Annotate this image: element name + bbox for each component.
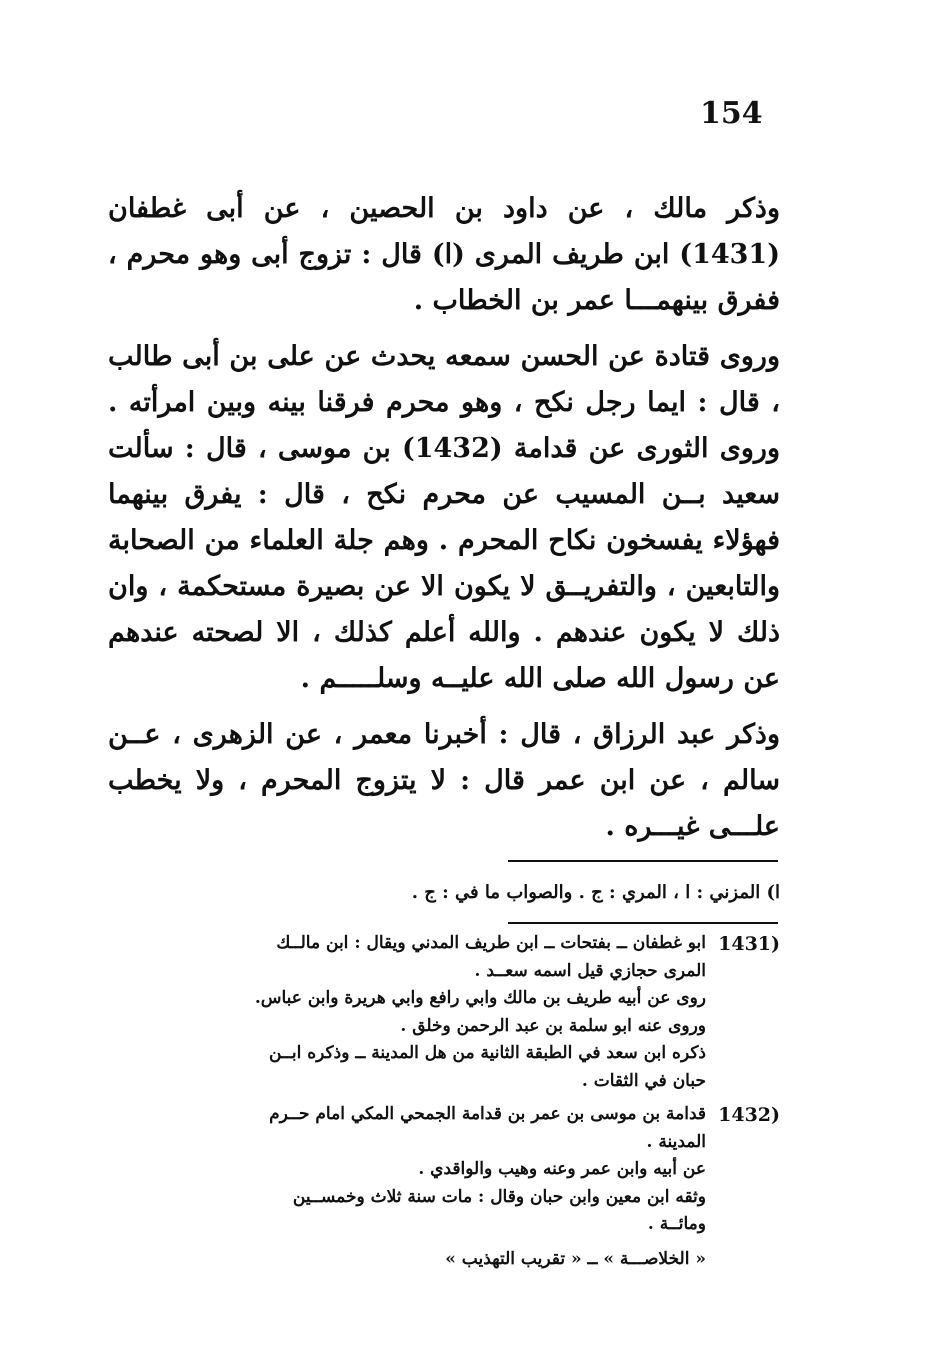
note-entry (108, 930, 780, 1095)
note-line: قدامة بن موسى بن عمر بن قدامة الجمحي المكي امام حــرم (269, 1104, 706, 1124)
note-line: ومائــة . (647, 1214, 706, 1234)
footnote-divider (508, 860, 778, 862)
main-text (108, 186, 780, 860)
note-line: وثقه ابن معين وابن حبان وقال : مات سنة ثلاث وخمســين (292, 1186, 706, 1207)
note-line: المرى حجازي قيل اسمه سعــد . (474, 960, 706, 981)
note-body (108, 930, 714, 1095)
paragraph: وروى قتادة عن الحسن سمعه يحدث عن على بن أبى طالب ، قال : ايما رجل نكح ، وهو محرم فرقنا بينه وبين امرأته . وروى الثورى عن قدامة (1432) بن موسى ، قال : سألت سعيد بــن المسيب عن محرم نكح ، قال : يفرق بينهما فهؤلاء يفسخون نكاح المحرم . وهم جلة العلماء من الصحابة والتابعين ، والتفريــق لا يكون الا عن بصيرة مستحكمة ، وان ذلك لا يكون عندهم . والله أعلم كذلك ، الا لصحته عندهم عن رسول الله صلى الله عليــه وسلـــــم . (108, 341, 780, 694)
note-body (108, 1101, 714, 1239)
footnote: ا) المزني : ا ، المري : ج . والصواب ما في : ج . (411, 882, 780, 903)
sources-line: « الخلاصـــة » ــ « تقريب التهذيب » (445, 1248, 706, 1269)
note-line: روى عن أبيه طريف بن مالك وابي رافع وابي هريرة وابن عباس. (254, 988, 706, 1008)
note-line: حبان في الثقات . (581, 1070, 706, 1091)
notes-divider (508, 922, 778, 924)
note-line: وروى عنه ابو سلمة بن عبد الرحمن وخلق . (400, 1015, 706, 1036)
note-number: 1432) (718, 1104, 780, 1126)
note-line: المدينة . (646, 1131, 706, 1152)
paragraph: وذكر عبد الرزاق ، قال : أخبرنا معمر ، عن الزهرى ، عــن سالم ، عن ابن عمر قال : لا يتزوج المحرم ، ولا يخطب علـــى غيـــره . (108, 719, 780, 842)
note-number: 1431) (718, 933, 780, 955)
page-number: 154 (700, 96, 763, 131)
note-line: ابو غطفان ــ بفتحات ــ ابن طريف المدني ويقال : ابن مالــك (276, 933, 706, 953)
note-line: ذكره ابن سعد في الطبقة الثانية من هل المدينة ــ وذكره ابــن (269, 1043, 706, 1063)
paragraph: وذكر مالك ، عن داود بن الحصين ، عن أبى غطفان (1431) ابن طريف المرى (ا) قال : تزوج أبى وهو محرم ، ففرق بينهمـــا عمر بن الخطاب . (108, 193, 780, 316)
note-line: عن أبيه وابن عمر وعنه وهيب والواقدي . (418, 1159, 706, 1179)
biographical-notes (108, 930, 780, 1273)
note-entry (108, 1101, 780, 1239)
